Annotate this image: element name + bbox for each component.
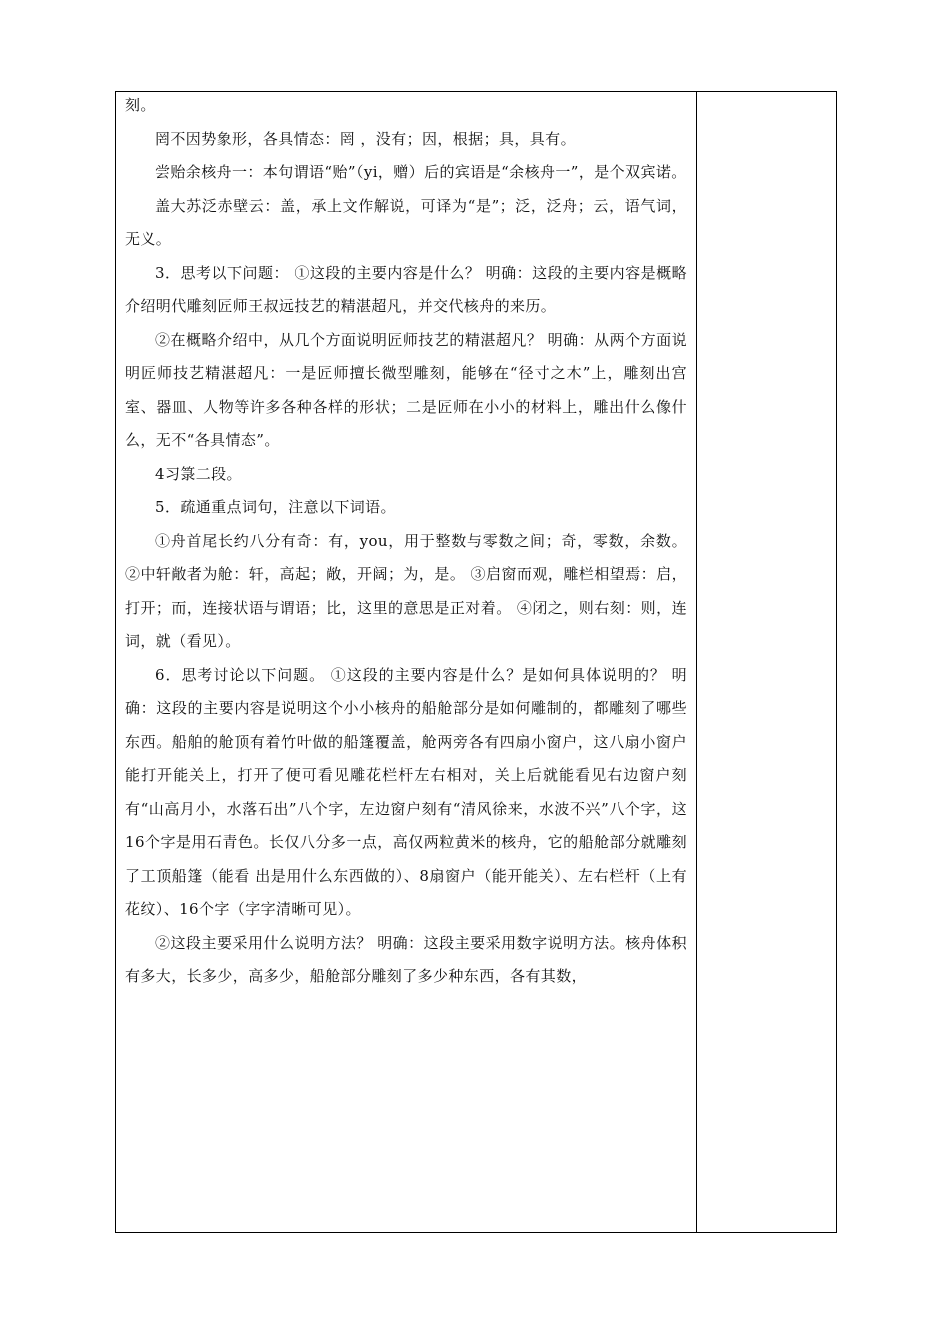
paragraph-question-3b: ②在概略介绍中，从几个方面说明匠师技艺的精湛超凡？ 明确：从两个方面说明匠师技艺精湛超凡：一是匠师擅长微型雕刻，能够在“径寸之木”上，雕刻出宫室、器皿、人物等许多各种各样的形状；二是匠师在小小的材料上，雕出什么像什么，无不“各具情态”。 (125, 330, 687, 449)
paragraph-yi: 尝贻余核舟一：本句谓语“贻”（yi，赠）后的宾语是“余核舟一”，是个双宾诺。 (155, 163, 687, 181)
paragraph-wang: 罔不因势象形，各具情态：罔 ，没有；因，根据；具，具有。 (155, 129, 576, 148)
paragraph-continuation: 刻。 (125, 96, 156, 114)
paragraph-gai: 盖大苏泛赤壁云：盖，承上文作解说，可译为“是”；泛，泛舟；云，语气词，无义。 (125, 196, 687, 248)
paragraph-vocabulary: ①舟首尾长约八分有奇：有，you，用于整数与零数之间；奇，零数，余数。 ②中轩敞者为舱：轩，高起；敞，开阔；为，是。 ③启窗而观，雕栏相望焉：启，打开；而，连接状语与谓语；比，这里的意思是正对着。 ④闭之，则右刻：则，连词，就（看见）。 (125, 531, 687, 650)
paragraph-step-4: 4习箓二段。 (155, 464, 242, 483)
paragraph-question-3: 3．思考以下问题： ①这段的主要内容是什么？ 明确：这段的主要内容是概略介绍明代雕刻匠师王叔远技艺的精湛超凡，并交代核舟的来历。 (125, 263, 687, 315)
content-cell (116, 92, 696, 1232)
paragraph-question-6: 6．思考讨论以下问题。 ①这段的主要内容是什么？是如何具体说明的？ 明确：这段的主要内容是说明这个小小核舟的船舱部分是如何雕制的，都雕刻了哪些东西。船舶的舱顶有着竹叶做的船篷覆盖，舱两旁各有四扇小窗户，这八扇小窗户能打开能关上，打开了便可看见雕花栏杆左右相对，关上后就能看见右边窗户刻有“山高月小，水落石出”八个字，左边窗户刻有“清风徐来，水波不兴”八个字，这16个字是用石青色。长仅八分多一点，高仅两粒黄米的核舟，它的船舱部分就雕刻了工顶船篷（能看 出是用什么东西做的）、8扇窗户（能开能关）、左右栏杆（上有花纹）、16个字（字字清晰可见）。 (125, 665, 687, 918)
notes-cell (697, 92, 836, 1232)
paragraph-question-6b: ②这段主要采用什么说明方法？ 明确：这段主要采用数字说明方法。核舟体积有多大，长多少，高多少，船舱部分雕刻了多少种东西，各有其数， (125, 933, 687, 985)
paragraph-step-5: 5．疏通重点词句，注意以下词语。 (155, 498, 396, 516)
lesson-table (115, 91, 837, 1233)
